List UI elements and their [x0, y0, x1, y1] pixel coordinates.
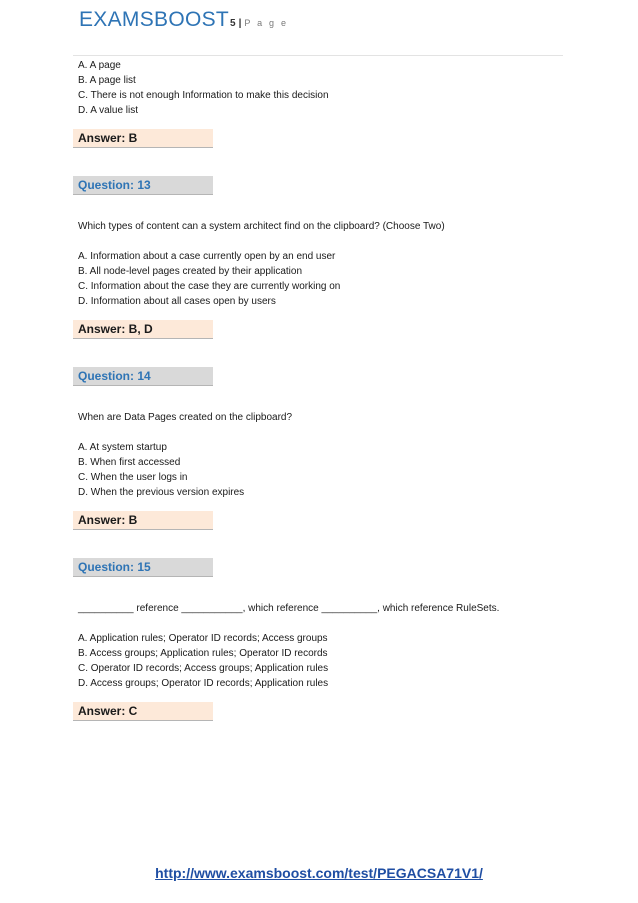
- answer-bar: Answer: B: [73, 129, 213, 148]
- page-content: [78, 56, 558, 721]
- option-b: B. A page list: [78, 75, 136, 86]
- page-number: 5: [230, 18, 236, 29]
- option-c: C. Information about the case they are currently working on: [78, 281, 341, 292]
- answer-13-bar: Answer: B, D: [73, 320, 213, 339]
- answer-15-bar: Answer: C: [73, 702, 213, 721]
- option-c: C. When the user logs in: [78, 472, 188, 483]
- option-d: D. When the previous version expires: [78, 487, 245, 498]
- option-d: D. A value list: [78, 105, 139, 116]
- option-b: B. All node-level pages created by their application: [78, 266, 303, 277]
- option-b: B. Access groups; Application rules; Operator ID records: [78, 648, 328, 659]
- option-d: D. Access groups; Operator ID records; Application rules: [78, 678, 329, 689]
- footer-link[interactable]: http://www.examsboost.com/test/PEGACSA71V1/: [155, 865, 483, 881]
- question-15-text: __________ reference ___________, which reference __________, which reference RuleSets.: [78, 603, 500, 614]
- question-15-bar: Question: 15: [73, 558, 213, 577]
- question-13-bar: Question: 13: [73, 176, 213, 195]
- page-word: P a g e: [244, 18, 289, 28]
- brand-title: EXAMSBOOST: [79, 8, 230, 31]
- answer-14-bar: Answer: B: [73, 511, 213, 530]
- option-d: D. Information about all cases open by users: [78, 296, 276, 307]
- question-13-text: Which types of content can a system architect find on the clipboard? (Choose Two): [78, 221, 445, 232]
- question-14-bar: Question: 14: [73, 367, 213, 386]
- header-separator: |: [238, 18, 242, 29]
- option-a: A. Application rules; Operator ID records; Access groups: [78, 633, 328, 644]
- option-a: A. At system startup: [78, 442, 167, 453]
- option-b: B. When first accessed: [78, 457, 181, 468]
- question-14-text: When are Data Pages created on the clipboard?: [78, 412, 293, 423]
- page-header: [79, 8, 288, 32]
- option-c: C. There is not enough Information to make this decision: [78, 90, 329, 101]
- option-c: C. Operator ID records; Access groups; Application rules: [78, 663, 329, 674]
- option-a: A. Information about a case currently open by an end user: [78, 251, 336, 262]
- option-a: A. A page: [78, 60, 121, 71]
